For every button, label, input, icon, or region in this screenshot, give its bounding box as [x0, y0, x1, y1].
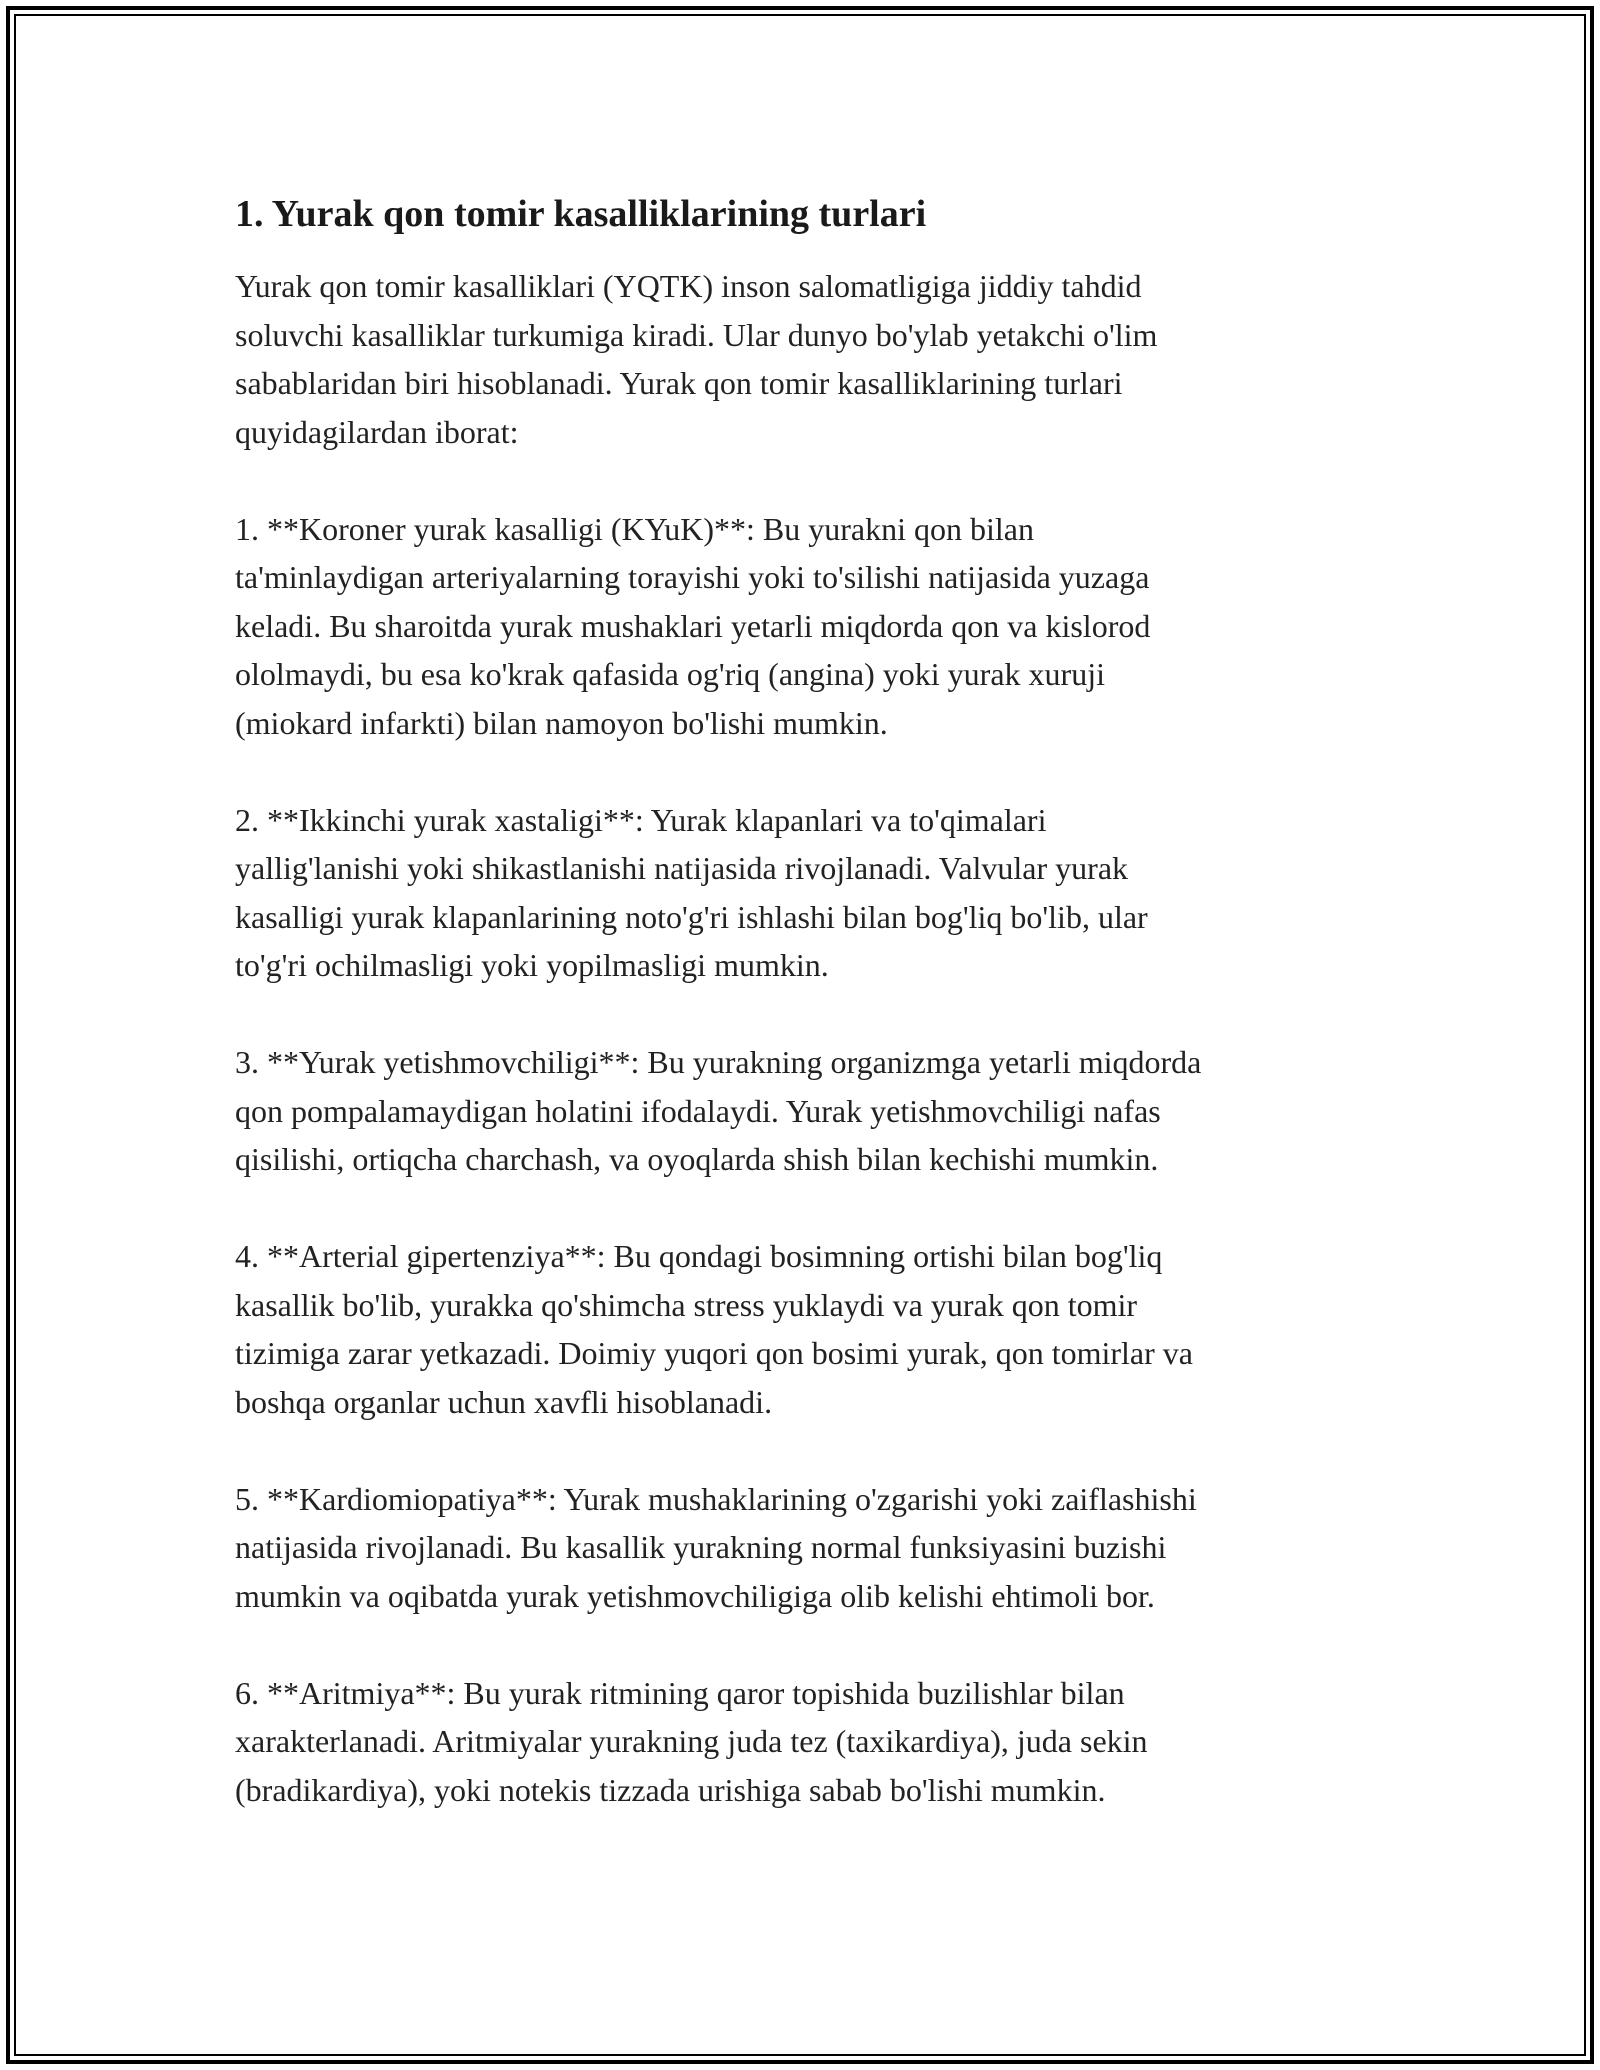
list-item-koroner: 1. **Koroner yurak kasalligi (KYuK)**: Bu yurakni qon bilan ta'minlaydigan arteriyalarning torayishi yoki to'silishi natijasida yuzaga keladi. Bu sharoitda yurak mushaklari yetarli miqdorda qon va kislorod ololmaydi, bu esa ko'krak qafasida og'riq (angina) yoki yurak xuruji (miokard infarkti) bilan namoyon bo'lishi mumkin. [235, 510, 1151, 741]
list-item-ikkinchi: 2. **Ikkinchi yurak xastaligi**: Yurak klapanlari va to'qimalari yallig'lanishi yoki shikastlanishi natijasida rivojlanadi. Valvular yurak kasalligi yurak klapanlarining noto'g'ri ishlashi bilan bog'liq bo'lib, ular to'g'ri ochilmasligi yoki yopilmasligi mumkin. [235, 801, 1148, 983]
list-item-yetishmovchilik: 3. **Yurak yetishmovchiligi**: Bu yurakning organizmga yetarli miqdorda qon pompalamaydigan holatini ifodalaydi. Yurak yetishmovchiligi nafas qisilishi, ortiqcha charchash, va oyoqlarda shish bilan kechishi mumkin. [235, 1044, 1202, 1177]
document-body [235, 190, 1365, 1863]
list-item-gipertenziya: 4. **Arterial gipertenziya**: Bu qondagi bosimning ortishi bilan bog'liq kasallik bo'lib, yurakka qo'shimcha stress yuklaydi va yurak qon tomir tizimiga zarar yetkazadi. Doimiy yuqori qon bosimi yurak, qon tomirlar va boshqa organlar uchun xavfli hisoblanadi. [235, 1238, 1193, 1420]
list-item-aritmiya: 6. **Aritmiya**: Bu yurak ritmining qaror topishida buzilishlar bilan xarakterlanadi. Aritmiyalar yurakning juda tez (taxikardiya), juda sekin (bradikardiya), yoki notekis tizzada urishiga sabab bo'lishi mumkin. [235, 1674, 1148, 1808]
intro-paragraph: Yurak qon tomir kasalliklari (YQTK) inson salomatligiga jiddiy tahdid soluvchi kasalliklar turkumiga kiradi. Ular dunyo bo'ylab yetakchi o'lim sabablaridan biri hisoblanadi. Yurak qon tomir kasalliklarining turlari quyidagilardan iborat: [235, 268, 1158, 450]
list-item-kardiomiopatiya: 5. **Kardiomiopatiya**: Yurak mushaklarining o'zgarishi yoki zaiflashishi natijasida rivojlanadi. Bu kasallik yurakning normal funksiyasini buzishi mumkin va oqibatda yurak yetishmovchiligiga olib kelishi ehtimoli bor. [235, 1480, 1197, 1614]
section-heading: 1. Yurak qon tomir kasalliklarining turlari [235, 193, 927, 235]
